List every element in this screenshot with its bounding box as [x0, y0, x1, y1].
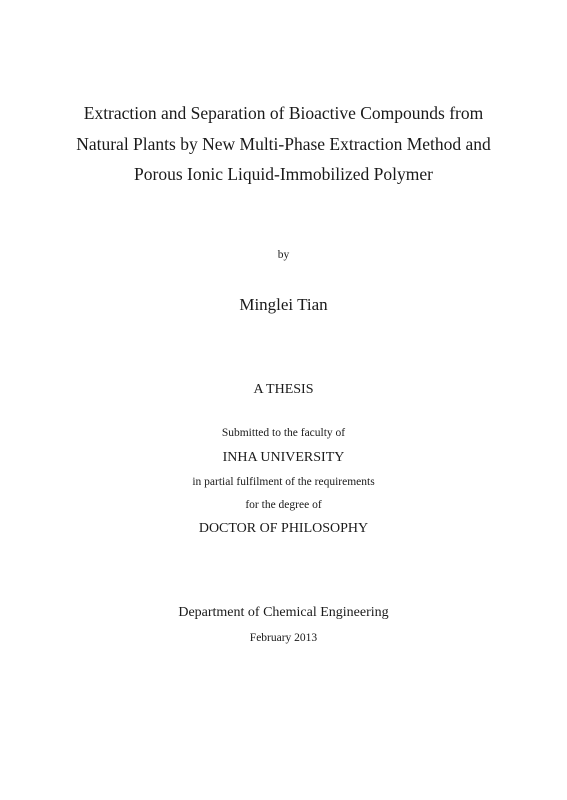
department-name: Department of Chemical Engineering [178, 605, 389, 620]
author-name: Minglei Tian [239, 295, 328, 314]
document-type: A THESIS [253, 382, 314, 397]
by-label: by [277, 249, 290, 261]
submitted-to-line: Submitted to the faculty of [221, 427, 346, 439]
title-line-1: Extraction and Separation of Bioactive Compounds from [83, 103, 484, 123]
title-line-3: Porous Ionic Liquid-Immobilized Polymer [134, 164, 433, 184]
university-name: INHA UNIVERSITY [222, 450, 345, 465]
title-line-2: Natural Plants by New Multi-Phase Extraction Method and [76, 134, 491, 154]
requirements-line: in partial fulfilment of the requirements [192, 476, 375, 488]
submission-date: February 2013 [249, 632, 318, 644]
degree-of-line: for the degree of [245, 499, 322, 511]
degree-name: DOCTOR OF PHILOSOPHY [198, 521, 369, 536]
